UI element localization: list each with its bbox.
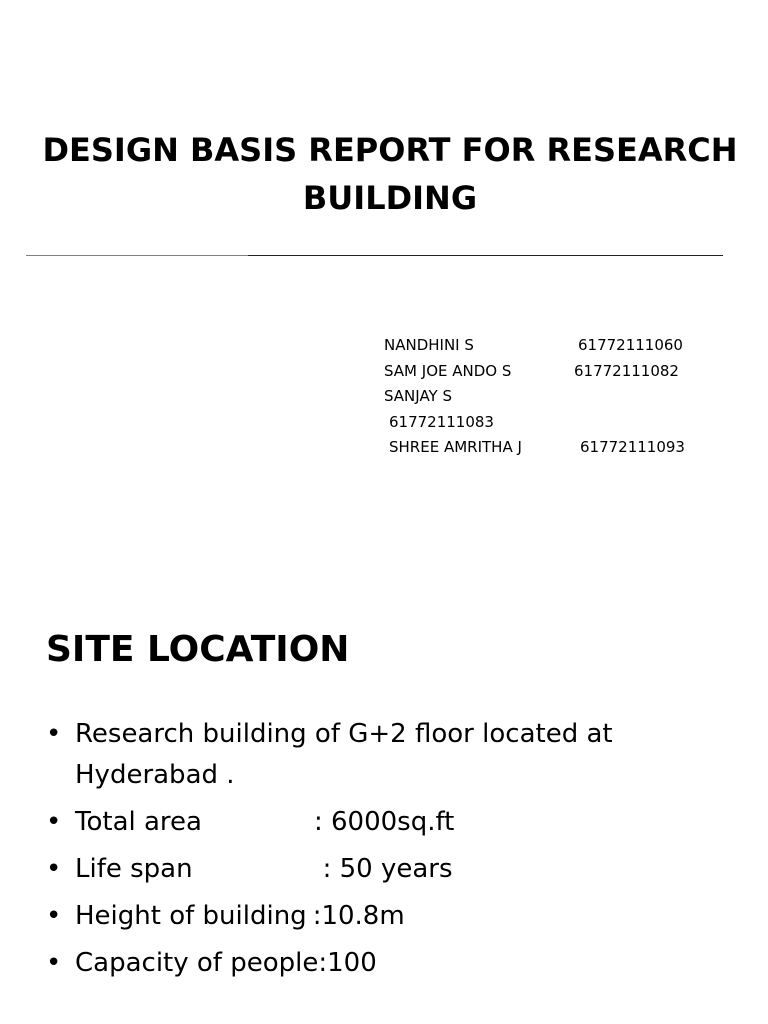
author-row — [384, 384, 724, 410]
bullet-icon: • — [46, 719, 62, 749]
bullet-icon: • — [46, 948, 62, 978]
author-row — [384, 410, 724, 436]
bullet-value: :100 — [318, 948, 377, 978]
author-id: 61772111082 — [574, 361, 679, 380]
bullet-value: :10.8m — [312, 901, 405, 931]
author-id: 61772111083 — [389, 412, 494, 431]
list-item — [46, 802, 736, 843]
site-details-list — [46, 714, 736, 990]
author-name: SHREE AMRITHA J — [389, 438, 522, 457]
slide-title: DESIGN BASIS REPORT FOR RESEARCH BUILDING — [42, 131, 738, 217]
bullet-icon: • — [46, 807, 62, 837]
author-id: 61772111060 — [578, 336, 683, 354]
bullet-label: Capacity of people — [75, 948, 319, 978]
title-divider-accent — [248, 255, 723, 256]
bullet-value: : 50 years — [322, 854, 453, 884]
bullet-label: Life span — [75, 854, 193, 884]
author-row — [384, 359, 724, 385]
author-id: 61772111093 — [580, 438, 685, 457]
bullet-value: : 6000sq.ft — [313, 807, 455, 837]
list-item — [46, 943, 736, 984]
author-row — [384, 333, 724, 359]
author-list — [384, 333, 724, 461]
author-row — [384, 435, 724, 461]
list-item — [46, 714, 736, 796]
bullet-label: Total area — [75, 807, 202, 837]
author-name: SAM JOE ANDO S — [384, 361, 512, 380]
section-heading: SITE LOCATION — [46, 629, 350, 670]
bullet-text: Research building of G+2 floor located at Hyderabad . — [75, 719, 613, 790]
bullet-label: Height of building — [75, 901, 307, 931]
list-item — [46, 849, 736, 890]
bullet-icon: • — [46, 901, 62, 931]
author-name: NANDHINI S — [384, 336, 474, 354]
author-name: SANJAY S — [384, 387, 452, 406]
list-item — [46, 896, 736, 937]
bullet-icon: • — [46, 854, 62, 884]
